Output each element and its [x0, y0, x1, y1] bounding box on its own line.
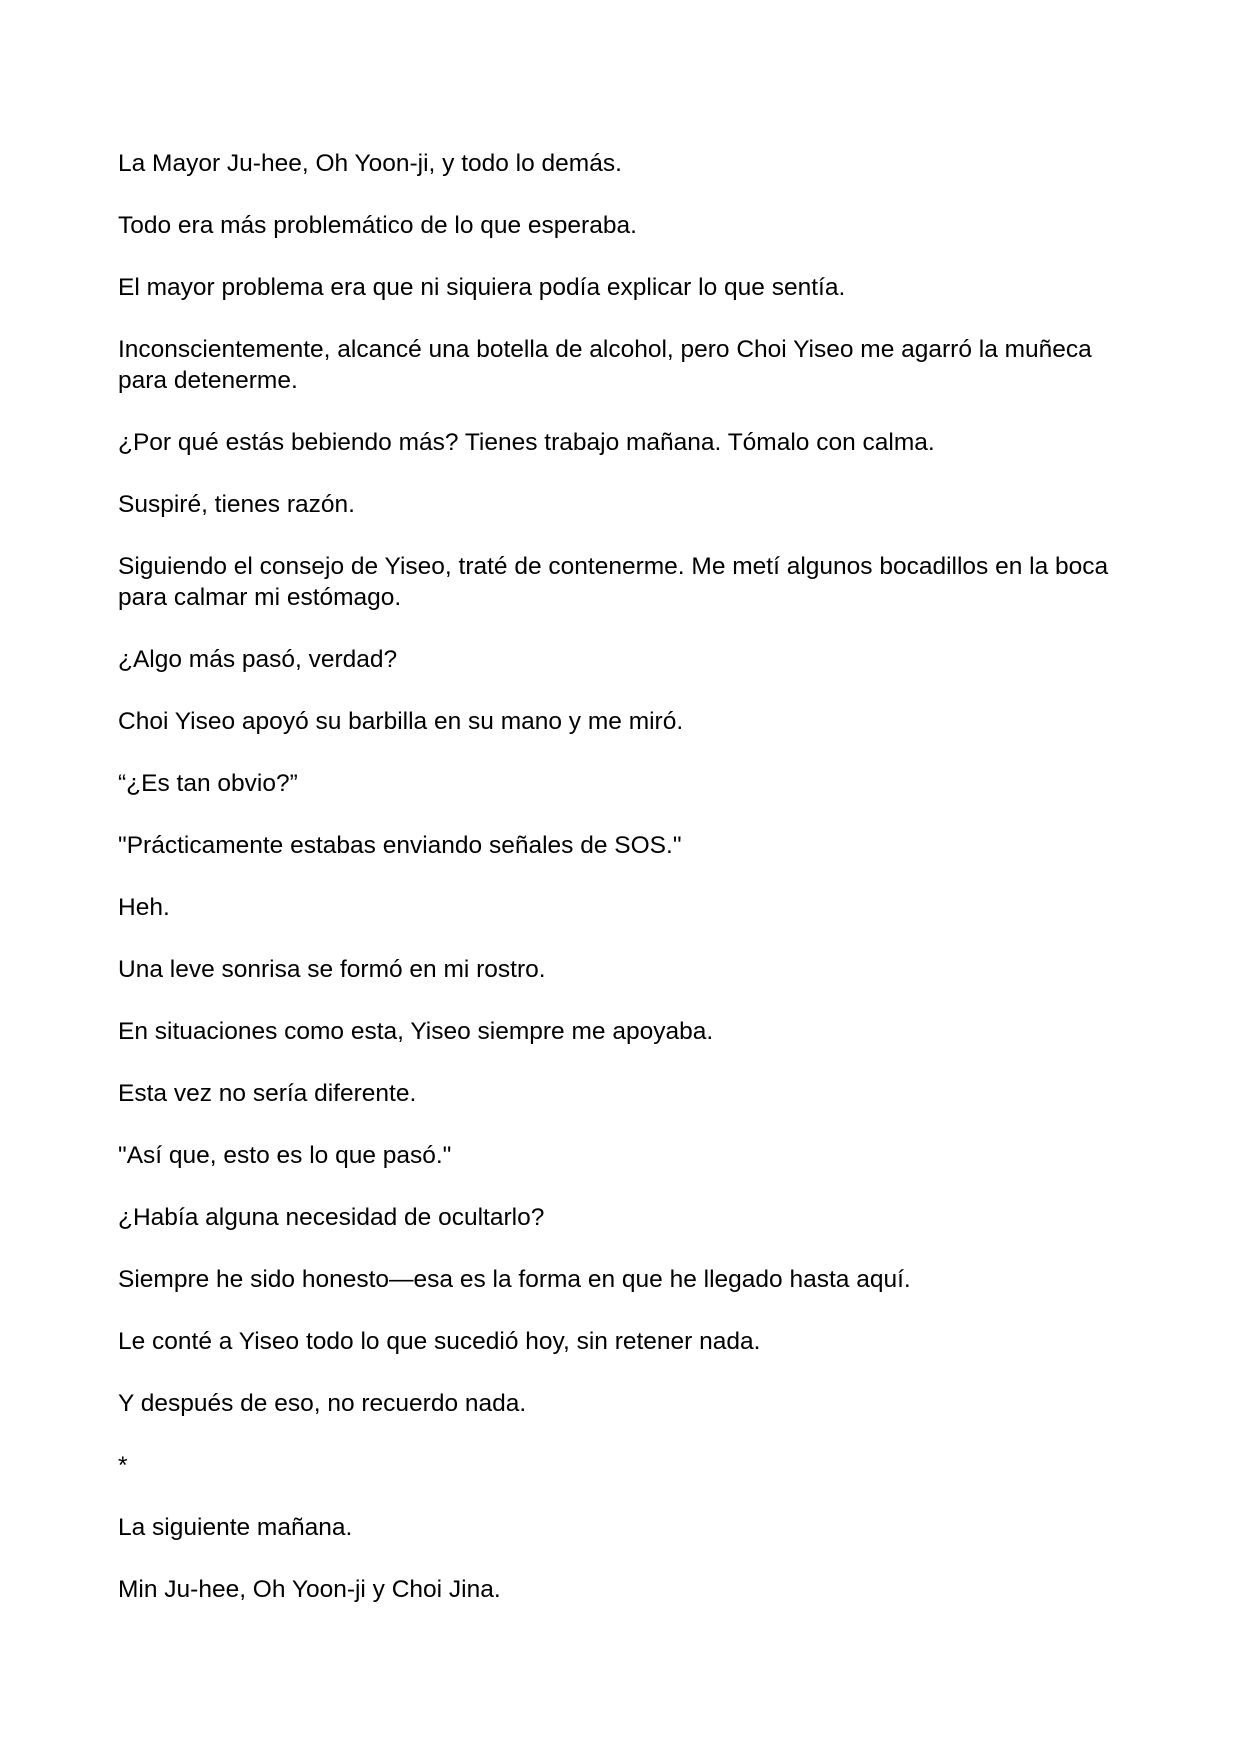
paragraph: Choi Yiseo apoyó su barbilla en su mano y me miró. — [118, 708, 684, 735]
paragraph: Min Ju-hee, Oh Yoon-ji y Choi Jina. — [118, 1576, 501, 1603]
paragraph: Siguiendo el consejo de Yiseo, traté de contenerme. Me metí algunos bocadillos en la boca para calmar mi estómago. — [118, 553, 1109, 611]
paragraph: Una leve sonrisa se formó en mi rostro. — [118, 956, 546, 983]
paragraph: “¿Es tan obvio?” — [118, 770, 298, 797]
paragraph: La siguiente mañana. — [118, 1514, 353, 1541]
paragraph: La Mayor Ju-hee, Oh Yoon-ji, y todo lo demás. — [118, 150, 622, 177]
paragraph: El mayor problema era que ni siquiera podía explicar lo que sentía. — [118, 274, 846, 301]
paragraph: "Así que, esto es lo que pasó." — [118, 1142, 452, 1169]
paragraph: Le conté a Yiseo todo lo que sucedió hoy, sin retener nada. — [118, 1328, 761, 1355]
scene-break: * — [118, 1452, 128, 1479]
paragraph: En situaciones como esta, Yiseo siempre me apoyaba. — [118, 1018, 714, 1045]
paragraph: ¿Había alguna necesidad de ocultarlo? — [118, 1204, 545, 1231]
paragraph: Esta vez no sería diferente. — [118, 1080, 417, 1107]
paragraph: Todo era más problemático de lo que esperaba. — [118, 212, 637, 239]
paragraph: Suspiré, tienes razón. — [118, 491, 355, 518]
paragraph: Heh. — [118, 894, 170, 921]
document-body — [118, 148, 1128, 1636]
paragraph: Y después de eso, no recuerdo nada. — [118, 1390, 527, 1417]
paragraph: "Prácticamente estabas enviando señales de SOS." — [118, 832, 682, 859]
paragraph: Inconscientemente, alcancé una botella de alcohol, pero Choi Yiseo me agarró la muñeca para detenerme. — [118, 336, 1092, 394]
paragraph: Siempre he sido honesto—esa es la forma en que he llegado hasta aquí. — [118, 1266, 911, 1293]
paragraph: ¿Por qué estás bebiendo más? Tienes trabajo mañana. Tómalo con calma. — [118, 429, 935, 456]
paragraph: ¿Algo más pasó, verdad? — [118, 646, 398, 673]
